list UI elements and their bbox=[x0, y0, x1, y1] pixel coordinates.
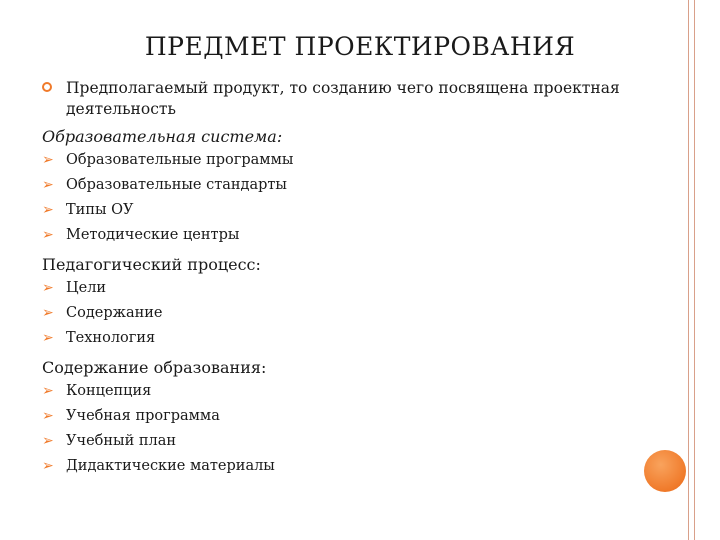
list-item: ➢ Образовательные стандарты bbox=[42, 173, 662, 198]
list-item: ➢ Типы ОУ bbox=[42, 198, 662, 223]
arrow-bullet-icon: ➢ bbox=[42, 383, 54, 399]
list-education-content bbox=[42, 379, 662, 479]
list-item: ➢ Концепция bbox=[42, 379, 662, 404]
list-item: ➢ Методические центры bbox=[42, 223, 662, 248]
list-item: ➢ Учебная программа bbox=[42, 404, 662, 429]
circle-bullet-icon bbox=[42, 82, 52, 92]
intro-paragraph bbox=[42, 78, 662, 120]
list-education-system bbox=[42, 148, 662, 248]
arrow-bullet-icon: ➢ bbox=[42, 152, 54, 168]
arrow-bullet-icon: ➢ bbox=[42, 433, 54, 449]
arrow-bullet-icon: ➢ bbox=[42, 177, 54, 193]
list-item: ➢ Технология bbox=[42, 326, 662, 351]
list-item: ➢ Дидактические материалы bbox=[42, 454, 662, 479]
intro-text: Предполагаемый продукт, то созданию чего посвящена проектная деятельность bbox=[66, 79, 620, 118]
section-heading-pedagogical-process: Педагогический процесс: bbox=[42, 255, 261, 274]
arrow-bullet-icon: ➢ bbox=[42, 330, 54, 346]
list-pedagogical-process bbox=[42, 276, 662, 351]
arrow-bullet-icon: ➢ bbox=[42, 227, 54, 243]
arrow-bullet-icon: ➢ bbox=[42, 408, 54, 424]
section-heading-education-system: Образовательная система: bbox=[42, 127, 283, 146]
list-item: ➢ Образовательные программы bbox=[42, 148, 662, 173]
section-heading-education-content: Содержание образования: bbox=[42, 358, 267, 377]
arrow-bullet-icon: ➢ bbox=[42, 202, 54, 218]
list-item: ➢ Цели bbox=[42, 276, 662, 301]
arrow-bullet-icon: ➢ bbox=[42, 305, 54, 321]
list-item: ➢ Содержание bbox=[42, 301, 662, 326]
arrow-bullet-icon: ➢ bbox=[42, 280, 54, 296]
frame-line-right bbox=[694, 0, 695, 540]
slide-title: ПРЕДМЕТ ПРОЕКТИРОВАНИЯ bbox=[144, 32, 576, 61]
arrow-bullet-icon: ➢ bbox=[42, 458, 54, 474]
slide-content bbox=[42, 78, 662, 479]
frame-line-left bbox=[688, 0, 689, 540]
list-item: ➢ Учебный план bbox=[42, 429, 662, 454]
